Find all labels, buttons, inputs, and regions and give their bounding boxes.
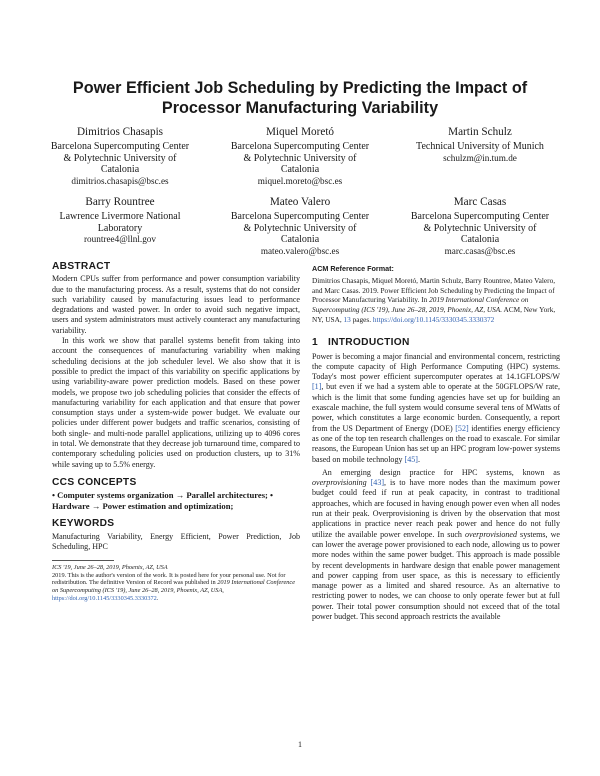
author-affiliation: Catalonia [460,234,500,245]
paper-title: Power Efficient Job Scheduling by Predicting the Impact of Processor Manufacturing Variability [72,79,528,117]
footnote-venue-ref: 2019 International Conference on Supercomputing (ICS '19), June 26–28, 2019, Phoenix, AZ, USA [52,579,295,594]
author-affiliation: Barcelona Supercomputing Center [230,211,370,222]
intro-paragraph [312,352,560,465]
author-affiliation: Catalonia [280,164,320,175]
author-email[interactable]: mateo.valero@bsc.es [260,245,340,256]
author-affiliation: & Polytechnic University of [243,222,357,234]
intro-text: systems, we can lower the average power provisioned to each node, allowing us to power more nodes within the same power budget. This approach is made possible by recent developments in hardware design that enable power management and power capping from user space, as this is necessary to efficiently manage power as a limited and shared resource. As an alternative to restricting power to nodes, we can choose to only operate fewer but at full power. Their total power consumption should not exceed that of the total power budget. This second approach restricts the available [312,529,560,621]
footnote-text: , [222,586,224,594]
author-affiliation: & Polytechnic University of [243,152,357,164]
acm-ref-publisher: ACM, New York, NY, USA, [312,305,556,324]
author-affiliation: Lawrence Livermore National [59,211,181,222]
author-name: Miquel Moretó [265,126,335,138]
intro-text: , but even if we had a system able to operate at the 50GFLOPS/W rate, which is the limit that some funding agencies have set up for building an exascale machine, the full system would consume several tens of MWatts of power, which constitutes a large economic burden. Consequently, a report from the US Department of Energy (DOE) [312,382,560,433]
author-name: Marc Casas [453,196,507,208]
intro-text: , is to have more nodes than the maximum power budget could feed if run at peak capacity, in contrast to traditional approaches, which are focused in having enough power even when all nodes run at their peak. Overprovisioning is driven by the observation that most applications in practice never reach peak power and hence do not fully utilize the available power envelope. In such [312,478,560,539]
acm-ref-authors: Dimitrios Chasapis, Miquel Moretó, Martin Schulz, Barry Rountree, Mateo Valero, and Marc Casas. 2019. Power Efficient Job Scheduling by Predicting the Impact of Processor Manufacturing Variability. In [312,276,556,305]
author-email[interactable]: miquel.moreto@bsc.es [257,175,343,186]
left-column [52,262,300,602]
page-number: 1 [298,740,302,749]
abstract-heading: ABSTRACT [52,261,111,272]
author-affiliation: Catalonia [280,234,320,245]
intro-text: identifies energy efficiency as one of the top ten research challenges on the road to exascale. For similar reasons, the European Union has set up an HPC program low-power systems based on mobile technology [312,423,560,464]
intro-heading [312,338,560,348]
author-affiliation: & Polytechnic University of [423,222,537,234]
ccs-concepts: • Computer systems organization → Parallel architectures; • Hardware → Power estimation and optimization; [52,490,274,511]
acm-ref-venue: 2019 International Conference on Supercomputing (ICS '19), June 26–28, 2019, Phoenix, AZ, USA. [312,295,529,315]
author-block [35,126,205,187]
acm-ref-doi-link[interactable]: https://doi.org/10.1145/3330345.3330372 [372,314,495,324]
author-name: Martin Schulz [448,126,512,138]
author-block [395,126,565,164]
citation-link[interactable]: [52] [455,423,469,433]
section-number: 1 [312,337,318,349]
footnote-text: 2019. This is the author's version of the work. It is posted here for your personal use. Not for redistribution. The definitive Version of Record was published in [52,571,286,587]
footnote-rule [52,560,114,561]
author-affiliation: & Polytechnic University of [63,152,177,164]
intro-text: An emerging design practice for HPC systems, known as [322,467,560,477]
intro-emphasis: overprovisioning [312,478,367,488]
author-block [35,196,205,246]
author-block [215,126,385,187]
author-email[interactable]: marc.casas@bsc.es [444,245,516,256]
author-block [395,196,565,257]
right-column [312,264,560,622]
footnote [52,564,300,602]
author-name: Mateo Valero [269,196,331,208]
acm-ref-format [312,276,560,324]
intro-text: Power is becoming a major financial and environmental concern, restricting the compute capacity of High Performance Computing (HPC) systems. Today's most power efficient supercomputer operates at 14.1GFLOPS/W [312,351,560,382]
abstract-paragraph: In this work we show that parallel systems benefit from taking into account the consequences of manufacturing variability when making scheduling decisions at the job scheduler level. We also show that it is possible to predict the impact of this variability on specific applications by using variability-aware power prediction models. Based on these power models, we propose two job scheduling policies that consider the effects of manufacturing variability for each application and that ensure that power consumption stays under a system-wide power budget. We evaluate our policies under different power budgets and traffic scenarios, consisting of both single- and multi-node parallel applications, utilizing up to 4096 cores in total. We demonstrate that they decrease job turnaround time, compared to contemporary scheduling policies used on production clusters, up to 31% while saving up to 5.5% energy. [52,336,300,469]
author-affiliation: Barcelona Supercomputing Center [50,141,190,152]
acm-ref-heading: ACM Reference Format: [312,264,394,273]
author-email[interactable]: dimitrios.chasapis@bsc.es [71,175,169,186]
ccs-heading: CCS CONCEPTS [52,476,137,488]
citation-link[interactable]: [1] [312,382,322,392]
citation-link[interactable]: [43] [370,478,385,488]
author-name: Dimitrios Chasapis [76,126,164,138]
intro-paragraph [312,468,560,622]
author-affiliation: Barcelona Supercomputing Center [410,211,550,222]
footnote-text: . [156,594,159,602]
section-title: INTRODUCTION [327,337,410,349]
author-block [215,196,385,257]
acm-ref-pages-link[interactable]: 13 [343,314,351,324]
abstract-paragraph: Modern CPUs suffer from performance and power consumption variability due to the manufacturing process. As a result, systems that do not consider such variability caused by manufacturing issues lead to performance degradations and wasted power. In order to avoid such negative impact, users and system administrators must actively counteract any manufacturing variability. [52,274,300,335]
author-affiliation: Technical University of Munich [416,141,544,152]
citation-link[interactable]: [45] [404,454,418,464]
footnote-doi-link[interactable]: https://doi.org/10.1145/3330345.3330372 [52,594,157,602]
author-name: Barry Rountree [85,196,155,208]
author-email[interactable]: schulzm@in.tum.de [443,152,517,163]
author-affiliation: Laboratory [97,222,143,234]
footnote-venue: ICS '19, June 26–28, 2019, Phoenix, AZ, USA [52,564,168,572]
acm-ref-pages-suffix: pages. [350,314,373,324]
keywords-text: Manufacturing Variability, Energy Efficient, Power Prediction, Job Scheduling, HPC [52,531,300,551]
author-affiliation: Barcelona Supercomputing Center [230,141,370,152]
intro-text: . [417,454,420,464]
keywords-heading: KEYWORDS [52,518,115,530]
intro-emphasis: overprovisioned [465,529,517,539]
author-email[interactable]: rountree4@llnl.gov [84,234,156,244]
author-affiliation: Catalonia [100,164,140,175]
